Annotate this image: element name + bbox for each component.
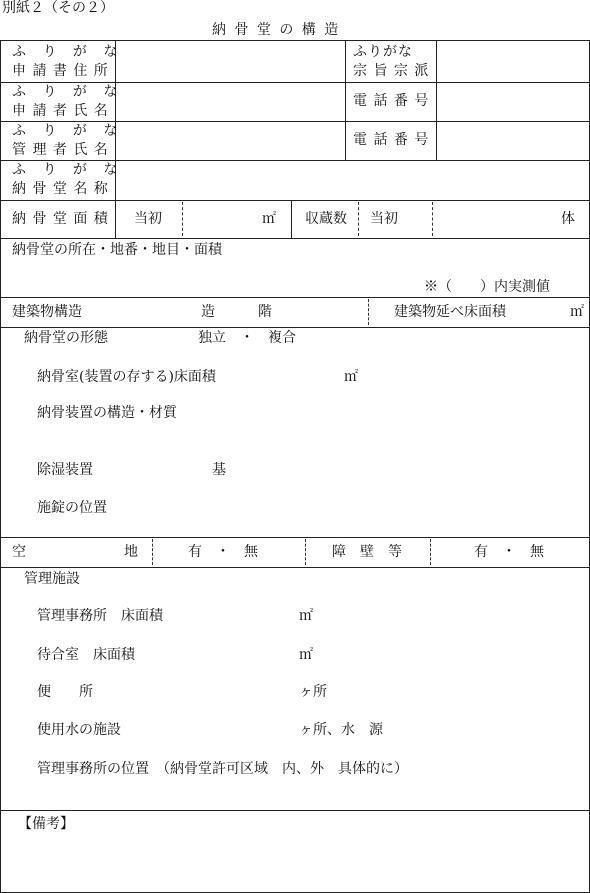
dashed-divider [182, 202, 183, 236]
manager-name-label: 管 理 者 氏 名 [12, 142, 109, 158]
page-title: 納 骨 堂 の 構 造 [212, 22, 341, 38]
dehumidifier-label: 除湿装置 [37, 462, 93, 478]
row-divider [0, 200, 590, 201]
dehumidifier-unit: 基 [212, 462, 226, 478]
initial-label: 当初 [134, 211, 162, 227]
row-divider [0, 82, 590, 83]
applicant-name-field[interactable] [118, 84, 342, 119]
open-space-label: 空 地 [12, 544, 138, 560]
manager-name-field[interactable] [118, 123, 342, 158]
applicant-address-label: 申 請 書 住 所 [12, 63, 109, 79]
remarks-label: 【備考】 [18, 816, 74, 832]
dashed-divider [152, 539, 153, 565]
dashed-divider [432, 202, 433, 236]
column-divider [345, 40, 346, 160]
unit-m2: ㎡ [262, 211, 276, 227]
location-label: 納骨堂の所在・地番・地目・面積 [12, 242, 222, 258]
toilet-label: 便 所 [37, 684, 93, 700]
applicant-name-label: 申 請 者 氏 名 [12, 103, 109, 119]
lock-position-label: 施錠の位置 [37, 500, 107, 516]
column-divider [115, 40, 116, 238]
unit-m2: ㎡ [570, 304, 584, 320]
unit-body: 体 [561, 211, 575, 227]
facilities-heading: 管理施設 [24, 571, 80, 587]
measured-note: ※（ ）内実測値 [424, 279, 550, 295]
ossuary-name-label: 納 骨 堂 名 称 [12, 181, 109, 197]
water-facility-label: 使用水の施設 [37, 722, 121, 738]
row-divider [0, 567, 590, 568]
capacity-field[interactable] [435, 203, 555, 235]
office-area-label: 管理事務所 床面積 [37, 608, 163, 624]
barrier-options[interactable]: 有 ・ 無 [474, 544, 544, 560]
form-type-options[interactable]: 独立 ・ 複合 [198, 330, 296, 346]
row-divider [0, 121, 590, 122]
building-structure-label: 建築物構造 [12, 304, 82, 320]
row-divider [0, 238, 590, 239]
denomination-field[interactable] [439, 43, 587, 79]
dashed-divider [430, 539, 431, 565]
furigana-label: ふ り が な [12, 162, 124, 178]
device-structure-label: 納骨装置の構造・材質 [37, 405, 177, 421]
form-id: 別紙２（その２） [2, 0, 114, 16]
room-area-label: 納骨室(装置の存する)床面積 [37, 369, 216, 385]
column-divider [436, 40, 437, 160]
toilet-unit: ヶ所 [299, 684, 327, 700]
phone-label: 電 話 番 号 [353, 132, 430, 148]
furigana-label: ふ り が な [12, 44, 124, 60]
capacity-label: 収蔵数 [305, 211, 347, 227]
structure-zou-label: 造 [201, 304, 215, 320]
location-field[interactable] [12, 260, 582, 278]
dashed-divider [358, 202, 359, 236]
unit-m2: ㎡ [344, 369, 358, 385]
form-type-label: 納骨堂の形態 [24, 330, 108, 346]
manager-phone-field[interactable] [439, 123, 587, 158]
water-source-label: ヶ所、水 源 [299, 722, 383, 738]
row-divider [0, 810, 590, 811]
ossuary-area-field[interactable] [185, 203, 260, 235]
waiting-room-label: 待合室 床面積 [37, 647, 135, 663]
unit-m2: ㎡ [299, 608, 313, 624]
phone-label: 電 話 番 号 [353, 93, 430, 109]
applicant-phone-field[interactable] [439, 84, 587, 119]
ossuary-name-field[interactable] [118, 162, 587, 198]
row-divider [0, 160, 590, 161]
dashed-divider [368, 299, 369, 325]
furigana-label: ふりがな [353, 44, 413, 60]
furigana-label: ふ り が な [12, 84, 124, 100]
unit-m2: ㎡ [299, 647, 313, 663]
row-divider [0, 537, 590, 538]
row-divider [0, 297, 590, 298]
remarks-field[interactable] [10, 836, 580, 886]
dashed-divider [305, 539, 306, 565]
applicant-address-field[interactable] [118, 43, 342, 79]
ossuary-area-label: 納 骨 堂 面 積 [12, 211, 109, 227]
office-location-label: 管理事務所の位置 （納骨堂許可区域 内、外 具体的に） [37, 761, 408, 777]
initial-label: 当初 [370, 211, 398, 227]
barrier-label: 障 壁 等 [332, 544, 402, 560]
furigana-label: ふ り が な [12, 123, 124, 139]
open-space-options[interactable]: 有 ・ 無 [188, 544, 258, 560]
denomination-label: 宗 旨 宗 派 [353, 63, 430, 79]
floor-area-label: 建築物延べ床面積 [394, 304, 506, 320]
floors-kai-label: 階 [258, 304, 272, 320]
column-divider [291, 200, 292, 238]
row-divider [0, 327, 590, 328]
